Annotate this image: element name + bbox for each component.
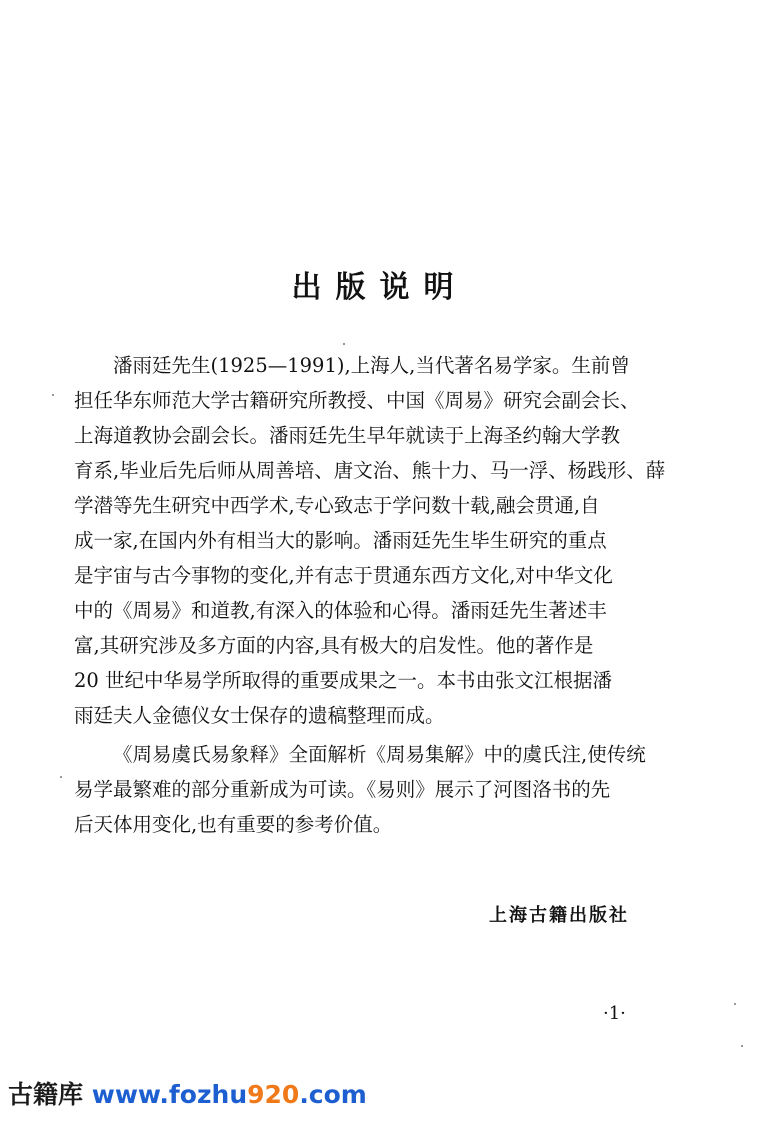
paragraph-line: 富,其研究涉及多方面的内容,具有极大的启发性。他的著作是: [74, 634, 594, 657]
scan-speck: [52, 394, 54, 396]
paragraph-line: 《周易虞氏易象释》全面解析《周易集解》中的虞氏注,使传统: [113, 743, 646, 766]
watermark-url-prefix: www.fozhu: [91, 1080, 248, 1109]
watermark-url-suffix: .com: [299, 1080, 367, 1109]
paragraph-line: 潘雨廷先生(1925—1991),上海人,当代著名易学家。生前曾: [113, 354, 630, 377]
paragraph-line: 育系,毕业后先后师从周善培、唐文治、熊十力、马一浮、杨践形、薛: [74, 459, 666, 482]
watermark-url-digits: 920: [247, 1080, 300, 1109]
scan-speck: [734, 1003, 736, 1005]
paragraph-line: 20 世纪中华易学所取得的重要成果之一。本书由张文江根据潘: [74, 669, 613, 692]
site-watermark: [8, 1078, 367, 1112]
page-number: ·1·: [603, 1003, 626, 1024]
publisher-signature: 上海古籍出版社: [489, 905, 629, 926]
paragraph-line: 易学最繁难的部分重新成为可读。《易则》展示了河图洛书的先: [74, 778, 611, 801]
scan-speck: [343, 343, 345, 345]
paragraph-line: 后天体用变化,也有重要的参考价值。: [74, 813, 393, 836]
paragraph-line: 成一家,在国内外有相当大的影响。潘雨廷先生毕生研究的重点: [74, 529, 607, 552]
scan-speck: [741, 1045, 743, 1047]
scan-speck: [60, 776, 62, 778]
watermark-site-name: 古籍库: [8, 1080, 84, 1109]
paragraph-line: 是宇宙与古今事物的变化,并有志于贯通东西方文化,对中华文化: [74, 564, 613, 587]
paragraph-line: 雨廷夫人金德仪女士保存的遗稿整理而成。: [74, 704, 445, 727]
paragraph-line: 学潜等先生研究中西学术,专心致志于学问数十载,融会贯通,自: [74, 494, 600, 517]
paragraph-line: 上海道教协会副会长。潘雨廷先生早年就读于上海圣约翰大学教: [74, 424, 621, 447]
paragraph-line: 中的《周易》和道教,有深入的体验和心得。潘雨廷先生著述丰: [74, 599, 607, 622]
paragraph-line: 担任华东师范大学古籍研究所教授、中国《周易》研究会副会长、: [74, 389, 640, 412]
page-title: 出版说明: [291, 270, 468, 305]
